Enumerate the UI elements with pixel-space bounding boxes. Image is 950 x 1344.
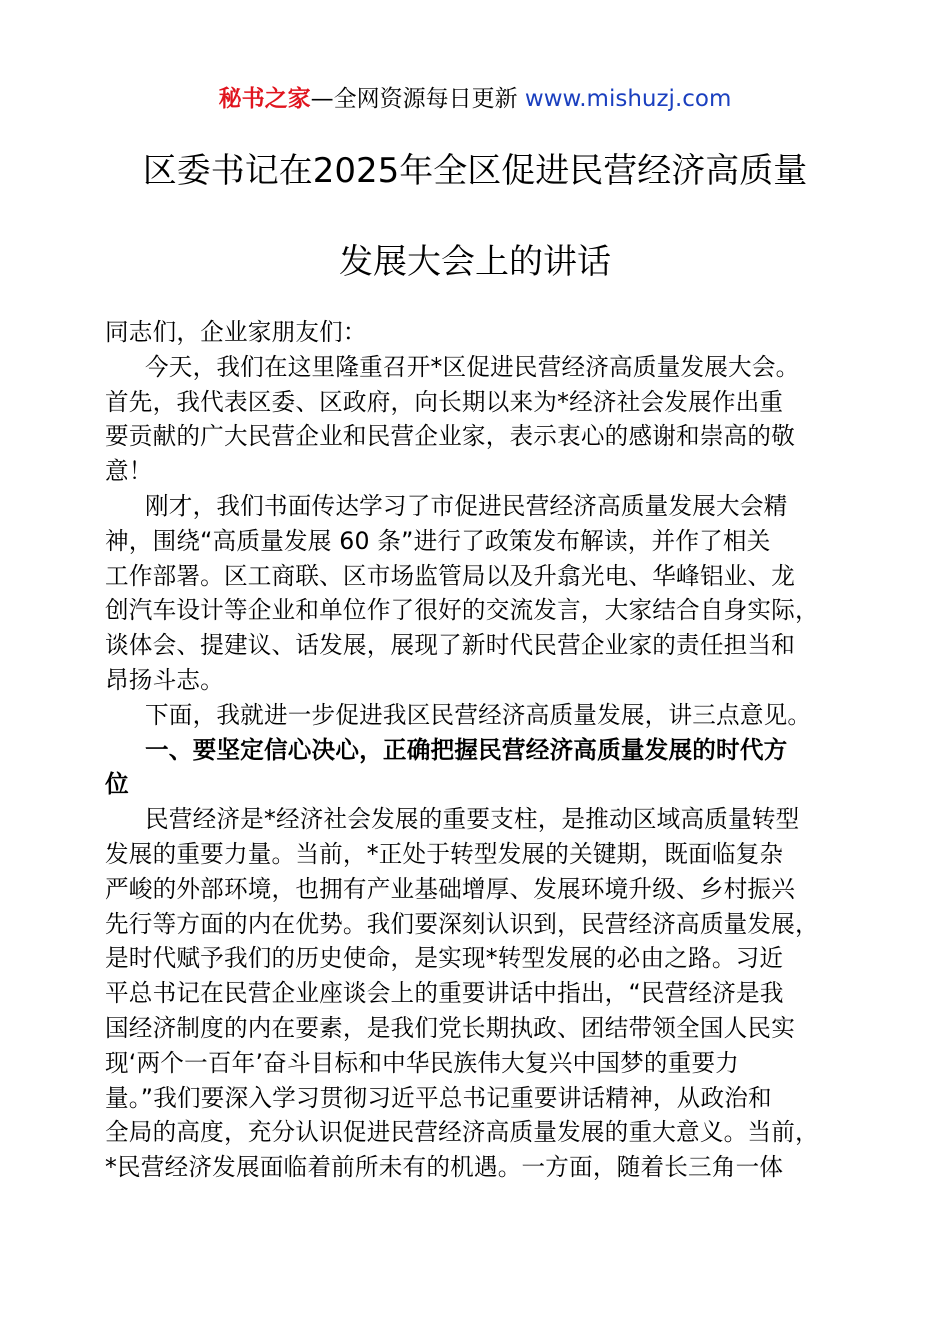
paragraph-line: 同志们，企业家朋友们： (105, 318, 367, 346)
document-body (105, 315, 865, 1185)
site-brand: 秘书之家 (218, 86, 311, 112)
paragraph-line: *民营经济发展面临着前所未有的机遇。一方面，随着长三角一体 (105, 1153, 784, 1182)
paragraph-line: 国经济制度的内在要素，是我们党长期执政、团结带领全国人民实 (105, 1013, 796, 1042)
paragraph-line: 现‘两个一百年’奋斗目标和中华民族伟大复兴中国梦的重要力 (105, 1048, 740, 1077)
paragraph-line: 先行等方面的内在优势。我们要深刻认识到，民营经济高质量发展， (105, 909, 819, 938)
document-title-line-1: 区委书记在2025年全区促进民营经济高质量 (142, 151, 808, 191)
paragraph-line: 意！ (105, 457, 153, 486)
paragraph-line: 量。”我们要深入学习贯彻习近平总书记重要讲话精神，从政治和 (105, 1083, 772, 1112)
paragraph-line: 发展的重要力量。当前，*正处于转型发展的关键期，既面临复杂 (105, 839, 784, 868)
paragraph-line: 谈体会、提建议、话发展，展现了新时代民营企业家的责任担当和 (105, 631, 796, 660)
paragraph-line: 首先，我代表区委、区政府，向长期以来为*经济社会发展作出重 (105, 387, 784, 416)
paragraph-line: 民营经济是*经济社会发展的重要支柱，是推动区域高质量转型 (145, 805, 800, 834)
section-heading-line: 一、要坚定信心决心，正确把握民营经济高质量发展的时代方 (145, 735, 788, 764)
paragraph-line: 神，围绕“高质量发展 60 条”进行了政策发布解读，并作了相关 (105, 526, 771, 555)
paragraph-line: 平总书记在民营企业座谈会上的重要讲话中指出，“民营经济是我 (105, 979, 784, 1008)
paragraph-line: 严峻的外部环境，也拥有产业基础增厚、发展环境升级、乡村振兴 (105, 874, 796, 903)
site-url-link[interactable]: www.mishuzj.com (524, 86, 732, 112)
paragraph-line: 工作部署。区工商联、区市场监管局以及升翕光电、华峰铝业、龙 (105, 561, 796, 590)
site-tagline: —全网资源每日更新 (310, 86, 525, 112)
document-title-line-2: 发展大会上的讲话 (339, 242, 611, 282)
paragraph-line: 下面，我就进一步促进我区民营经济高质量发展，讲三点意见。 (145, 700, 812, 729)
paragraph-line: 昂扬斗志。 (105, 665, 224, 694)
paragraph-line: 创汽车设计等企业和单位作了很好的交流发言，大家结合自身实际， (105, 596, 819, 625)
paragraph-line: 要贡献的广大民营企业和民营企业家，表示衷心的感谢和崇高的敬 (105, 422, 796, 451)
paragraph-line: 是时代赋予我们的历史使命，是实现*转型发展的必由之路。习近 (105, 944, 784, 973)
paragraph-line: 全局的高度，充分认识促进民营经济高质量发展的重大意义。当前， (105, 1118, 819, 1147)
site-header (0, 80, 950, 113)
section-heading-line: 位 (105, 770, 129, 799)
paragraph-line: 刚才，我们书面传达学习了市促进民营经济高质量发展大会精 (145, 491, 788, 520)
paragraph-line: 今天，我们在这里隆重召开*区促进民营经济高质量发展大会。 (145, 352, 800, 381)
